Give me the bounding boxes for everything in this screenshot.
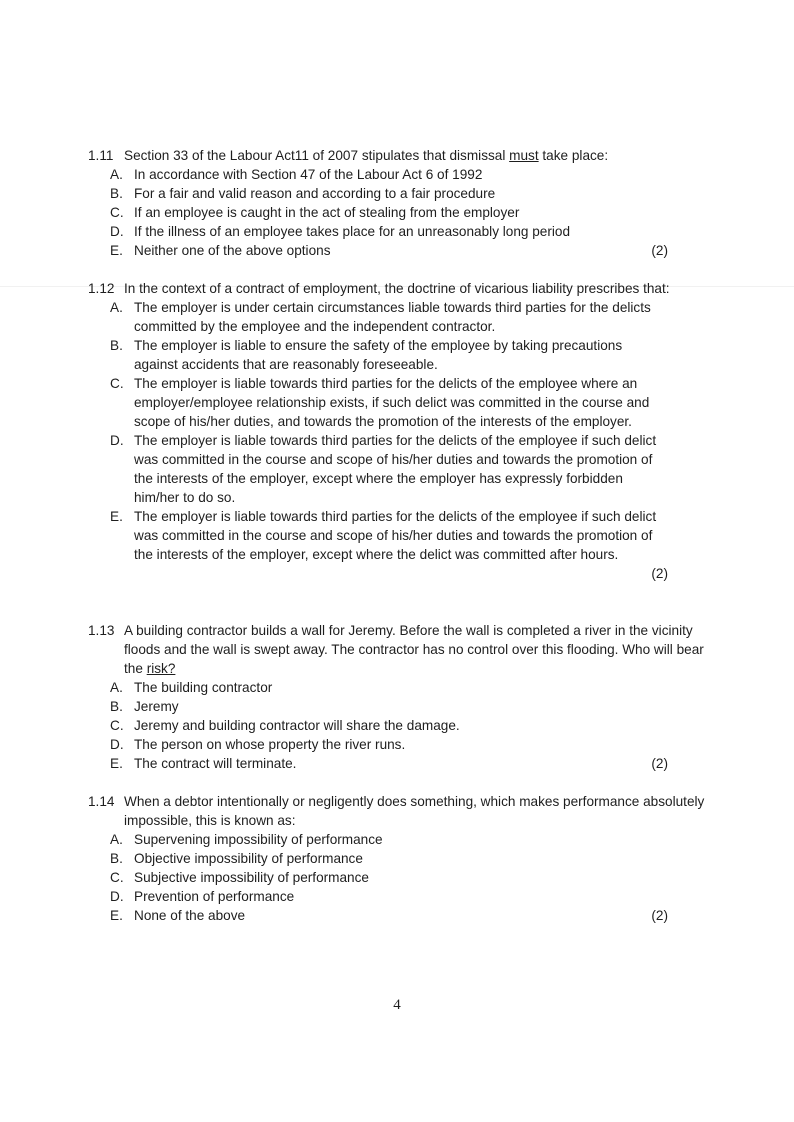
option-text: The employer is under certain circumstances liable towards third parties for the delicts committed by the employee and the independent contractor. bbox=[134, 300, 651, 334]
option-letter: E. bbox=[110, 243, 123, 258]
stem-text: In the context of a contract of employment, the doctrine of vicarious liability prescribes that: bbox=[124, 281, 670, 296]
stem-text: A building contractor builds a wall for Jeremy. Before the wall is completed a river in the vicinity floods and the wall is swept away. The contractor has no control over this flooding. Who will bear the bbox=[124, 623, 704, 676]
option-e bbox=[88, 241, 708, 260]
question-stem bbox=[88, 792, 708, 830]
option-c bbox=[88, 374, 708, 431]
option-e bbox=[88, 906, 708, 925]
option-letter: C. bbox=[110, 376, 124, 391]
stem-text: Section 33 of the Labour Act11 of 2007 stipulates that dismissal bbox=[124, 148, 510, 163]
option-d bbox=[88, 887, 708, 906]
option-text: The employer is liable towards third parties for the delicts of the employee where an employer/employee relationship exists, if such delict was committed in the course and scope of his/her duties, and towards the promotion of the interests of the employer. bbox=[134, 376, 650, 429]
option-letter: D. bbox=[110, 224, 124, 239]
option-text: If an employee is caught in the act of stealing from the employer bbox=[134, 205, 520, 220]
option-text: Jeremy bbox=[134, 699, 179, 714]
option-letter: D. bbox=[110, 433, 124, 448]
option-text: The employer is liable to ensure the safety of the employee by taking precautions against accidents that are reasonably foreseeable. bbox=[134, 338, 623, 372]
option-a bbox=[88, 298, 708, 336]
option-c bbox=[88, 868, 708, 887]
option-letter: C. bbox=[110, 718, 124, 733]
option-letter: A. bbox=[110, 300, 123, 315]
option-b bbox=[88, 697, 708, 716]
stem-underlined-word: must bbox=[509, 148, 539, 163]
marks-label: (2) bbox=[651, 566, 668, 581]
option-letter: D. bbox=[110, 889, 124, 904]
option-text: The employer is liable towards third parties for the delicts of the employee if such delict was committed in the course and scope of his/her duties and towards the promotion of the interests of the employer, except where the employer has expressly forbidden him/her to do so. bbox=[134, 433, 657, 505]
option-letter: C. bbox=[110, 205, 124, 220]
option-letter: E. bbox=[110, 509, 123, 524]
question-number: 1.13 bbox=[88, 623, 115, 638]
option-a bbox=[88, 678, 708, 697]
option-text: Subjective impossibility of performance bbox=[134, 870, 369, 885]
option-b bbox=[88, 336, 708, 374]
option-text: If the illness of an employee takes place for an unreasonably long period bbox=[134, 224, 571, 239]
options-list bbox=[88, 678, 708, 773]
option-a bbox=[88, 165, 708, 184]
option-d bbox=[88, 431, 708, 507]
options-list bbox=[88, 165, 708, 260]
option-a bbox=[88, 830, 708, 849]
option-c bbox=[88, 716, 708, 735]
option-letter: A. bbox=[110, 832, 123, 847]
option-text: Objective impossibility of performance bbox=[134, 851, 363, 866]
option-letter: E. bbox=[110, 756, 123, 771]
question-1-11 bbox=[88, 146, 708, 260]
option-text: None of the above bbox=[134, 908, 246, 923]
option-letter: A. bbox=[110, 167, 123, 182]
option-letter: C. bbox=[110, 870, 124, 885]
option-e bbox=[88, 507, 708, 564]
option-d bbox=[88, 222, 708, 241]
question-number: 1.11 bbox=[88, 148, 114, 163]
question-1-14 bbox=[88, 792, 708, 925]
option-text: Prevention of performance bbox=[134, 889, 295, 904]
question-1-13 bbox=[88, 621, 708, 773]
options-list bbox=[88, 298, 708, 564]
question-number: 1.12 bbox=[88, 281, 115, 296]
option-e bbox=[88, 754, 708, 773]
question-1-12 bbox=[88, 279, 708, 583]
option-text: The employer is liable towards third parties for the delicts of the employee if such delict was committed in the course and scope of his/her duties and towards the promotion of the interests of the employer, except where the delict was committed after hours. bbox=[134, 509, 657, 562]
option-text: The building contractor bbox=[134, 680, 273, 695]
stem-text-end: take place: bbox=[538, 148, 609, 163]
option-b bbox=[88, 184, 708, 203]
option-text: The person on whose property the river runs. bbox=[134, 737, 406, 752]
option-d bbox=[88, 735, 708, 754]
option-c bbox=[88, 203, 708, 222]
question-stem bbox=[88, 279, 708, 298]
option-letter: B. bbox=[110, 699, 123, 714]
options-list bbox=[88, 830, 708, 925]
question-number: 1.14 bbox=[88, 794, 115, 809]
option-letter: E. bbox=[110, 908, 123, 923]
option-text: In accordance with Section 47 of the Labour Act 6 of 1992 bbox=[134, 167, 483, 182]
option-letter: D. bbox=[110, 737, 124, 752]
stem-underlined-word: risk? bbox=[146, 661, 176, 676]
option-text: Supervening impossibility of performance bbox=[134, 832, 383, 847]
option-letter: B. bbox=[110, 338, 123, 353]
marks-label: (2) bbox=[651, 908, 668, 923]
marks-label: (2) bbox=[651, 243, 668, 258]
option-letter: B. bbox=[110, 851, 123, 866]
question-stem bbox=[88, 621, 708, 678]
option-text: For a fair and valid reason and according to a fair procedure bbox=[134, 186, 496, 201]
option-b bbox=[88, 849, 708, 868]
option-text: The contract will terminate. bbox=[134, 756, 297, 771]
stem-text: When a debtor intentionally or negligently does something, which makes performance absolutely impossible, this is known as: bbox=[124, 794, 705, 828]
page-number: 4 bbox=[393, 997, 401, 1013]
marks-label: (2) bbox=[651, 756, 668, 771]
option-text: Neither one of the above options bbox=[134, 243, 331, 258]
question-stem bbox=[88, 146, 708, 165]
option-text: Jeremy and building contractor will share the damage. bbox=[134, 718, 460, 733]
option-letter: B. bbox=[110, 186, 123, 201]
option-letter: A. bbox=[110, 680, 123, 695]
